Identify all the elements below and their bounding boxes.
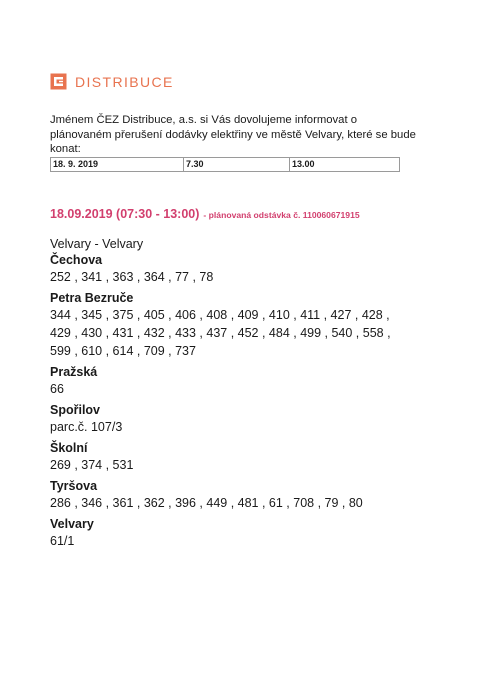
- street-name: Velvary: [50, 517, 94, 531]
- house-numbers: [50, 456, 450, 474]
- house-numbers-line: 252 , 341 , 363 , 364 , 77 , 78: [50, 270, 214, 284]
- street-name: Čechova: [50, 253, 103, 267]
- street-block: [50, 479, 450, 512]
- outage-datetime: 18.09.2019 (07:30 - 13:00): [50, 207, 200, 221]
- street-name: Spořilov: [50, 403, 101, 417]
- house-numbers: [50, 268, 450, 286]
- house-numbers: [50, 380, 450, 398]
- schedule-table: [50, 157, 400, 172]
- house-numbers-line: 429 , 430 , 431 , 432 , 433 , 437 , 452 , 484 , 499 , 540 , 558 ,: [50, 326, 391, 340]
- house-numbers-line: 344 , 345 , 375 , 405 , 406 , 408 , 409 , 410 , 411 , 427 , 428 ,: [50, 308, 390, 322]
- house-numbers: [50, 306, 450, 360]
- schedule-start: 7.30: [184, 158, 290, 171]
- street-block: [50, 365, 450, 398]
- street-name: Tyršova: [50, 479, 98, 493]
- logo-text: DISTRIBUCE: [75, 73, 174, 90]
- street-block: [50, 291, 450, 360]
- house-numbers-line: 66: [50, 382, 64, 396]
- house-numbers-line: 599 , 610 , 614 , 709 , 737: [50, 344, 196, 358]
- house-numbers: [50, 532, 450, 550]
- schedule-end: 13.00: [292, 159, 315, 169]
- house-numbers-line: 61/1: [50, 534, 75, 548]
- intro-text: Jménem ČEZ Distribuce, a.s. si Vás dovolujeme informovat o plánovaném přerušení dodávky elektřiny ve městě Velvary, které se bude konat:: [50, 114, 416, 155]
- outage-number: - plánovaná odstávka č. 110060671915: [203, 210, 360, 220]
- street-block: [50, 253, 450, 286]
- cez-logo-icon: [50, 73, 67, 90]
- schedule-date: 18. 9. 2019: [51, 158, 184, 171]
- outage-heading: [50, 205, 360, 223]
- house-numbers: [50, 418, 450, 436]
- company-logo: [50, 73, 174, 90]
- street-list: [50, 253, 450, 550]
- street-name: Školní: [50, 441, 88, 455]
- street-name: Petra Bezruče: [50, 291, 134, 305]
- affected-area: [50, 237, 450, 555]
- house-numbers-line: parc.č. 107/3: [50, 420, 123, 434]
- house-numbers: [50, 494, 450, 512]
- street-block: [50, 403, 450, 436]
- street-name: Pražská: [50, 365, 98, 379]
- street-block: [50, 441, 450, 474]
- house-numbers-line: 269 , 374 , 531: [50, 458, 134, 472]
- location-title: Velvary - Velvary: [50, 237, 144, 251]
- street-block: [50, 517, 450, 550]
- house-numbers-line: 286 , 346 , 361 , 362 , 396 , 449 , 481 , 61 , 708 , 79 , 80: [50, 496, 363, 510]
